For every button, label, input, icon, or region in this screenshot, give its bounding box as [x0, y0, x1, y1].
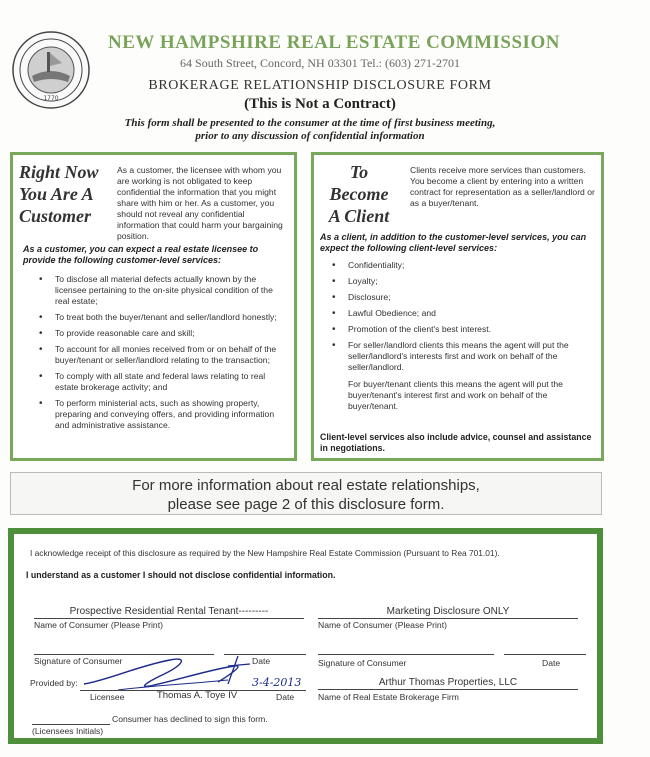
commission-address: 64 South Street, Concord, NH 03301 Tel.: (603) 271-2701 — [180, 56, 460, 70]
commission-title: NEW HAMPSHIRE REAL ESTATE COMMISSION — [108, 32, 560, 53]
licensee-initials-label: (Licensees Initials) — [32, 726, 104, 736]
form-title: BROKERAGE RELATIONSHIP DISCLOSURE FORM — [148, 78, 492, 93]
client-services-list — [330, 260, 592, 418]
consumer-2-signature-line[interactable] — [318, 654, 494, 655]
acknowledgement-panel — [8, 528, 603, 744]
client-panel — [311, 152, 604, 461]
state-seal-icon — [10, 30, 92, 110]
licensee-signed-date: 3-4-2013 — [252, 676, 302, 689]
list-item: • To treat both the buyer/tenant and seller/landlord honestly; — [37, 312, 287, 323]
customer-heading-line: Right Now — [19, 162, 99, 182]
intro-statement — [90, 117, 530, 143]
client-heading-line: A Client — [328, 206, 390, 226]
receipt-acknowledgement: I acknowledge receipt of this disclosure as required by the New Hampshire Real Estate Commission (Pursuant to Rea 701.01). — [30, 548, 500, 558]
declined-statement: Consumer has declined to sign this form. — [112, 714, 268, 724]
consumer-2-name[interactable]: Marketing Disclosure ONLY — [386, 606, 510, 617]
list-item: • Lawful Obedience; and — [330, 308, 592, 319]
consumer-1-name-line — [34, 618, 304, 619]
client-closing: Client-level services also include advice, counsel and assistance in negotiations. — [320, 432, 592, 453]
list-item: • Promotion of the client's best interest. — [330, 324, 592, 335]
list-item: • To perform ministerial acts, such as showing property, preparing and conveying offers, and providing information and administrative assistance. — [37, 398, 287, 431]
list-item: • Confidentiality; — [330, 260, 592, 271]
list-item: • To provide reasonable care and skill; — [37, 328, 287, 339]
licensee-label: Licensee — [90, 692, 125, 702]
brokerage-firm-name[interactable]: Arthur Thomas Properties, LLC — [378, 677, 518, 688]
client-heading-line: To — [349, 162, 369, 182]
consumer-2-signature-label: Signature of Consumer — [318, 658, 407, 668]
more-info-line-1: For more information about real estate relationships, — [132, 477, 480, 494]
list-item: • To disclose all material defects actually known by the licensee pertaining to the on-site physical condition of the real estate; — [37, 274, 287, 307]
list-item: • Disclosure; — [330, 292, 592, 303]
confidentiality-acknowledgement: I understand as a customer I should not disclose confidential information. — [26, 570, 336, 580]
consumer-1-date-label: Date — [252, 656, 271, 666]
seal-year: 1770 — [43, 95, 59, 102]
list-item-notes — [330, 340, 592, 412]
customer-services-list — [37, 274, 287, 436]
licensee-initials-line[interactable] — [32, 724, 110, 725]
customer-panel — [10, 152, 297, 461]
consumer-1-signature-label: Signature of Consumer — [34, 656, 123, 666]
consumer-2-name-label: Name of Consumer (Please Print) — [318, 620, 447, 630]
customer-heading-line: Customer — [19, 206, 92, 226]
client-heading-line: Become — [329, 184, 389, 204]
list-item: • Loyalty; — [330, 276, 592, 287]
customer-services-lead: As a customer, you can expect a real estate licensee to provide the following customer-level services: — [23, 244, 259, 265]
customer-heading — [19, 161, 99, 227]
more-info-banner — [10, 472, 602, 515]
consumer-2-date-label: Date — [542, 658, 561, 668]
consumer-1-name-label: Name of Consumer (Please Print) — [34, 620, 163, 630]
client-services-lead: As a client, in addition to the customer-level services, you can expect the following client-level services: — [320, 232, 587, 253]
consumer-2-date-line[interactable] — [504, 654, 586, 655]
customer-intro: As a customer, the licensee with whom you are working is not obligated to keep confidential the information that you might share with him or her. As a customer, you should not reveal any confidential information that could harm your bargaining position. — [117, 165, 283, 241]
not-contract-note: (This is Not a Contract) — [244, 96, 396, 112]
licensee-name: Thomas A. Toye IV — [156, 690, 238, 701]
more-info-line-2: please see page 2 of this disclosure form. — [167, 496, 445, 513]
consumer-1-name[interactable]: Prospective Residential Rental Tenant--------- — [69, 606, 269, 617]
brokerage-firm-label: Name of Real Estate Brokerage Firm — [318, 692, 459, 702]
intro-line-2: prior to any discussion of confidential information — [195, 130, 425, 142]
customer-heading-line: You Are A — [19, 184, 94, 204]
licensee-date-label: Date — [276, 692, 295, 702]
list-item: • To account for all monies received from or on behalf of the buyer/tenant or seller/landlord relating to the transaction; — [37, 344, 287, 366]
consumer-2-name-line — [318, 618, 578, 619]
brokerage-firm-line — [318, 689, 578, 690]
client-heading — [322, 161, 396, 227]
seller-note: • For seller/landlord clients this means the agent will put the seller/landlord's interests first and work on behalf of the seller/landlord. — [348, 340, 569, 372]
client-intro: Clients receive more services than customers. You become a client by entering into a written contract for representation as a seller/landlord or as a buyer/tenant. — [410, 165, 595, 208]
provided-by-label: Provided by: — [30, 678, 78, 688]
intro-line-1: This form shall be presented to the consumer at the time of first business meeting, — [124, 117, 496, 129]
buyer-note: For buyer/tenant clients this means the agent will put the buyer/tenant's interest first and work on behalf of the buyer/tenant. — [348, 379, 563, 411]
list-item: • To comply with all state and federal laws relating to real estate brokerage activity; and — [37, 371, 287, 393]
